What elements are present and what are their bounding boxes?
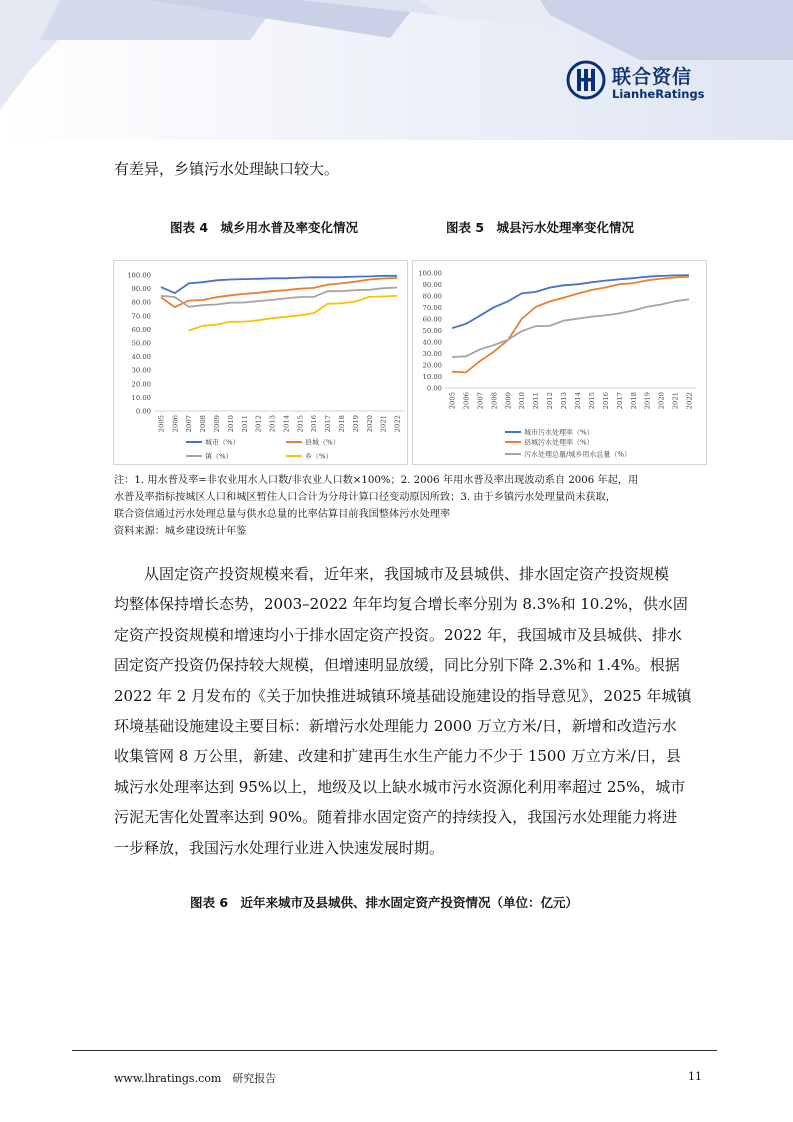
figure6-title: 图表 6 近年来城市及县城供、排水固定资产投资情况（单位：亿元） — [190, 895, 579, 910]
x-tick-label: 2014 — [573, 392, 582, 410]
logo-chinese: 联合资信 — [612, 66, 693, 88]
x-tick-label: 2009 — [504, 392, 513, 410]
note-line: 联合资信通过污水处理总量与供水总量的比率估算目前我国整体污水处理率 — [114, 509, 451, 520]
legend-label: 污水处理总量/城乡用水总量（%） — [524, 450, 632, 459]
y-tick-label: 70.00 — [131, 312, 151, 321]
x-tick-label: 2012 — [254, 415, 263, 433]
y-tick-label: 90.00 — [422, 281, 442, 289]
x-tick-label: 2020 — [365, 415, 374, 433]
series-line — [452, 299, 689, 357]
x-tick-label: 2022 — [393, 415, 402, 433]
x-tick-label: 2020 — [657, 392, 666, 410]
figure4-chart — [114, 261, 407, 464]
x-tick-label: 2009 — [213, 415, 221, 433]
x-tick-label: 2016 — [310, 415, 319, 433]
y-tick-label: 50.00 — [422, 327, 442, 335]
series-line — [452, 277, 689, 373]
legend-label: 县城污水处理率（%） — [524, 438, 594, 447]
y-tick-label: 60.00 — [131, 325, 151, 334]
footer-divider — [72, 1050, 717, 1051]
x-tick-label: 2019 — [643, 392, 652, 410]
x-tick-label: 2005 — [448, 392, 457, 410]
x-tick-label: 2017 — [615, 392, 624, 410]
y-tick-label: 0.00 — [135, 407, 151, 416]
paragraph-line: 一步释放，我国污水处理行业进入快速发展时期。 — [114, 838, 445, 857]
page-number: 11 — [688, 1070, 702, 1083]
x-tick-label: 2015 — [296, 415, 305, 433]
note-line: 水普及率指标按城区人口和城区暂住人口合计为分母计算口径变动原因所致；3. 由于乡镇污水处理量尚未获取， — [114, 492, 616, 503]
intro-line: 有差异，乡镇污水处理缺口较大。 — [114, 160, 340, 178]
y-tick-label: 80.00 — [422, 292, 442, 301]
x-tick-label: 2010 — [518, 392, 527, 410]
footer-site: www.lhratings.com 研究报告 — [114, 1072, 277, 1085]
paragraph-line: 环境基础设施建设主要目标：新增污水处理能力 2000 万立方米/日，新增和改造污水 — [114, 716, 677, 735]
x-tick-label: 2011 — [240, 415, 249, 433]
y-tick-label: 20.00 — [131, 380, 151, 389]
paragraph-line: 从固定资产投资规模来看，近年来，我国城市及县城供、排水固定资产投资规模 — [114, 565, 670, 583]
figure5-chart — [413, 261, 706, 464]
y-tick-label: 70.00 — [422, 304, 442, 312]
x-tick-label: 2010 — [226, 415, 235, 433]
x-tick-label: 2014 — [282, 415, 291, 433]
y-tick-label: 100.00 — [127, 271, 151, 280]
x-tick-label: 2022 — [685, 392, 694, 410]
y-tick-label: 30.00 — [422, 350, 442, 358]
x-tick-label: 2018 — [629, 392, 638, 410]
figure5-chart-box — [412, 260, 707, 465]
y-tick-label: 20.00 — [422, 361, 442, 370]
paragraph-line: 城污水处理率达到 95%以上，地级及以上缺水城市污水资源化利用率超过 25%，城市 — [114, 777, 686, 796]
x-tick-label: 2008 — [490, 392, 499, 410]
paragraph-line: 2022 年 2 月发布的《关于加快推进城镇环境基础设施建设的指导意见》，2025 年城镇 — [114, 686, 692, 705]
y-tick-label: 10.00 — [131, 393, 151, 402]
lianhe-logo-icon — [566, 60, 606, 100]
body-paragraph — [114, 559, 704, 863]
x-tick-label: 2018 — [338, 415, 346, 433]
y-tick-label: 30.00 — [131, 366, 151, 375]
figure4-title: 图表 4 城乡用水普及率变化情况 — [170, 220, 359, 235]
legend-label: 城市污水处理率（%） — [524, 428, 594, 437]
y-tick-label: 80.00 — [131, 298, 151, 307]
paragraph-line: 收集管网 8 万公里，新建、改建和扩建再生水生产能力不少于 1500 万立方米/日，县 — [114, 747, 681, 766]
y-tick-label: 100.00 — [418, 269, 442, 278]
x-tick-label: 2015 — [587, 392, 596, 410]
x-tick-label: 2016 — [601, 392, 610, 410]
y-tick-label: 40.00 — [422, 338, 442, 347]
lianhe-logo — [566, 60, 726, 104]
legend-label: 县城（%） — [305, 438, 340, 447]
x-tick-label: 2019 — [351, 415, 360, 433]
y-tick-label: 60.00 — [422, 315, 442, 324]
y-tick-label: 40.00 — [131, 353, 151, 362]
x-tick-label: 2021 — [379, 415, 388, 433]
x-tick-label: 2006 — [171, 415, 180, 433]
x-tick-label: 2008 — [199, 415, 208, 433]
logo-english: LianheRatings — [612, 87, 705, 101]
legend-label: 乡（%） — [305, 452, 333, 461]
x-tick-label: 2021 — [671, 392, 680, 410]
figure-notes — [114, 472, 704, 540]
y-tick-label: 90.00 — [131, 285, 151, 294]
x-tick-label: 2006 — [462, 392, 471, 410]
x-tick-label: 2013 — [560, 392, 569, 410]
legend-label: 城市（%） — [205, 438, 240, 447]
x-tick-label: 2005 — [157, 415, 166, 433]
x-tick-label: 2007 — [476, 392, 485, 410]
x-tick-label: 2007 — [185, 415, 194, 433]
figure5-title: 图表 5 城县污水处理率变化情况 — [446, 220, 635, 235]
x-tick-label: 2017 — [324, 415, 333, 433]
legend-label: 镇（%） — [205, 452, 233, 461]
y-tick-label: 50.00 — [131, 339, 151, 348]
x-tick-label: 2013 — [268, 415, 277, 433]
note-line: 注：1. 用水普及率=非农业用水人口数/非农业人口数×100%；2. 2006 年用水普及率出现波动系自 2006 年起，用 — [114, 475, 639, 486]
y-tick-label: 0.00 — [426, 384, 442, 393]
figure4-chart-box — [113, 260, 408, 465]
header-banner — [0, 0, 793, 140]
data-source: 资料来源：城乡建设统计年鉴 — [114, 526, 247, 537]
paragraph-line: 固定资产投资仍保持较大规模，但增速明显放缓，同比分别下降 2.3%和 1.4%。根据 — [114, 656, 680, 675]
x-tick-label: 2011 — [532, 392, 541, 410]
paragraph-line: 定资产投资规模和增速均小于排水固定资产投资。2022 年，我国城市及县城供、排水 — [114, 625, 682, 644]
x-tick-label: 2012 — [546, 392, 555, 410]
paragraph-line: 污泥无害化处置率达到 90%。随着排水固定资产的持续投入，我国污水处理能力将进 — [114, 808, 678, 827]
paragraph-line: 均整体保持增长态势，2003–2022 年年均复合增长率分别为 8.3%和 10.2%，供水固 — [114, 595, 688, 614]
y-tick-label: 10.00 — [422, 373, 442, 381]
series-line — [189, 296, 397, 331]
